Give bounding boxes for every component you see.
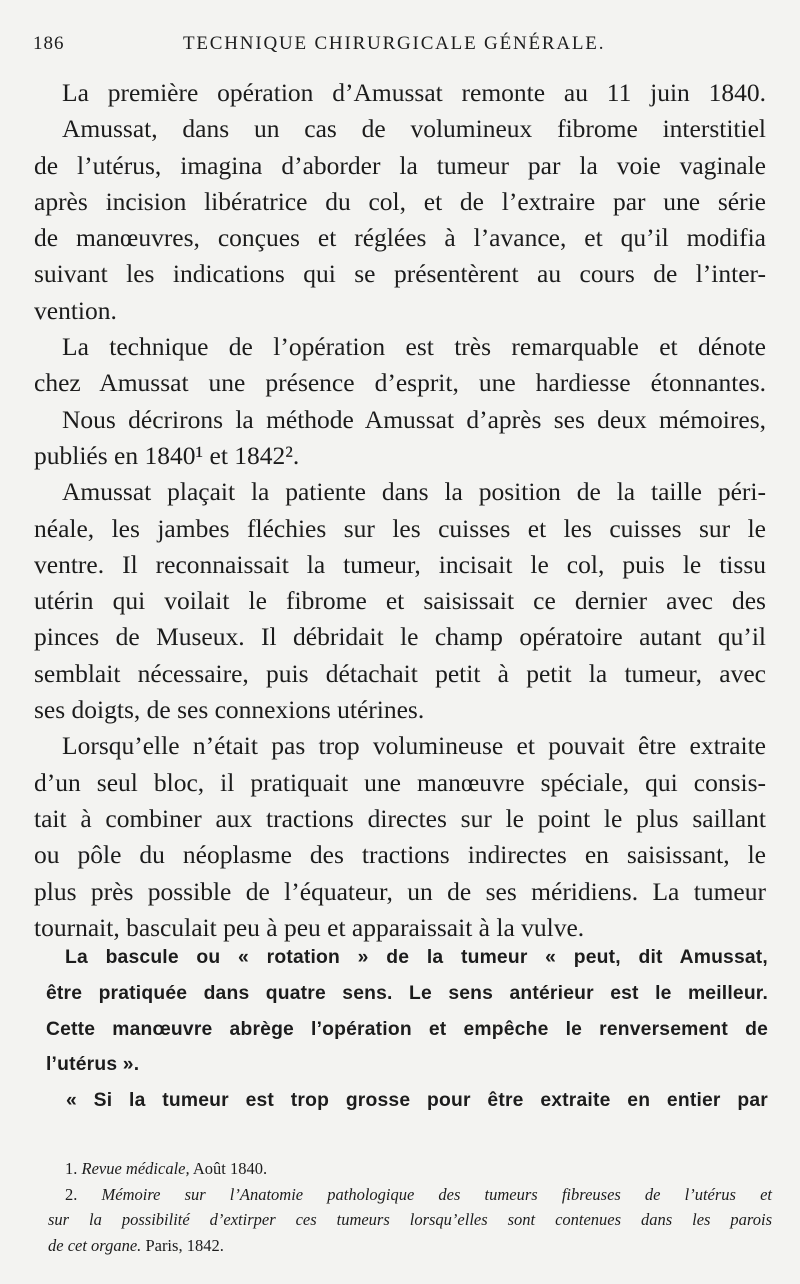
paragraph-line: néale, les jambes fléchies sur les cuisses et les cuisses sur le xyxy=(34,513,766,543)
footnote-number: 1. xyxy=(65,1159,78,1178)
footnote-1 xyxy=(48,1156,772,1182)
paragraph-line: après incision libératrice du col, et de l’extraire par une série xyxy=(34,186,766,216)
footnote-title: Mémoire sur l’Anatomie pathologique des tumeurs fibreuses de l’utérus et xyxy=(101,1184,772,1204)
quote-line: « Si la tumeur est trop grosse pour être extraite en entier par xyxy=(66,1090,768,1112)
quote-line: La bascule ou « rotation » de la tumeur « peut, dit Amussat, xyxy=(65,947,768,968)
paragraph-line: semblait nécessaire, puis détachait petit à petit la tumeur, avec xyxy=(34,658,766,688)
footnote-2-line xyxy=(48,1182,772,1208)
paragraph-line: chez Amussat une présence d’esprit, une hardiesse étonnantes. xyxy=(34,368,766,398)
paragraph-line: tournait, basculait peu à peu et apparaissait à la vulve. xyxy=(34,912,585,942)
footnotes xyxy=(48,1156,772,1258)
footnote-2-line xyxy=(48,1233,772,1259)
footnote-text: Paris, 1842. xyxy=(145,1235,224,1255)
paragraph-line: suivant les indications qui se présentèrent au cours de l’inter- xyxy=(34,259,766,289)
running-head xyxy=(33,33,766,63)
footnote-title: sur la possibilité d’extirper ces tumeurs lorsqu’elles sont contenues dans les parois xyxy=(48,1210,772,1229)
footnote-2-line xyxy=(48,1207,772,1233)
paragraph-line: pinces de Museux. Il débridait le champ opératoire autant qu’il xyxy=(34,622,766,652)
paragraph-line: Amussat plaçait la patiente dans la position de la taille péri- xyxy=(62,477,766,507)
paragraph-line: Lorsqu’elle n’était pas trop volumineuse et pouvait être extraite xyxy=(62,731,766,761)
running-title: TECHNIQUE CHIRURGICALE GÉNÉRALE. xyxy=(183,33,606,54)
paragraph-line: de manœuvres, conçues et réglées à l’avance, et qu’il modifia xyxy=(34,223,766,253)
quote-line: Cette manœuvre abrège l’opération et empêche le renversement de xyxy=(46,1018,768,1040)
footnote-title: Revue médicale, xyxy=(81,1159,190,1178)
paragraph-line: ses doigts, de ses connexions utérines. xyxy=(34,695,425,725)
page-number: 186 xyxy=(33,33,65,54)
footnote-number: 2. xyxy=(65,1184,78,1204)
paragraph-line: La première opération d’Amussat remonte au 11 juin 1840. xyxy=(62,78,766,107)
paragraph-line: de l’utérus, imagina d’aborder la tumeur par la voie vaginale xyxy=(34,150,766,180)
footnote-text: Août 1840. xyxy=(192,1159,268,1178)
footnote-title: de cet organe. xyxy=(48,1235,142,1255)
paragraph-line: d’un seul bloc, il pratiquait une manœuvre spéciale, qui consis- xyxy=(34,767,766,797)
paragraph-line: ventre. Il reconnaissait la tumeur, incisait le col, puis le tissu xyxy=(34,549,766,579)
paragraph-line: plus près possible de l’équateur, un de ses méridiens. La tumeur xyxy=(34,876,766,906)
quotation-block xyxy=(46,940,768,1119)
paragraph-line: Amussat, dans un cas de volumineux fibrome interstitiel xyxy=(62,114,766,144)
paragraph-line: publiés en 1840¹ et 1842². xyxy=(34,440,300,470)
paragraph-line: tait à combiner aux tractions directes sur le point le plus saillant xyxy=(34,803,766,833)
paragraph-line: Nous décrirons la méthode Amussat d’après ses deux mémoires, xyxy=(62,404,766,434)
quote-line: l’utérus ». xyxy=(46,1054,140,1076)
quote-line: être pratiquée dans quatre sens. Le sens antérieur est le meilleur. xyxy=(46,982,768,1004)
paragraph-line: utérin qui voilait le fibrome et saisissait ce dernier avec des xyxy=(34,586,766,616)
body-text xyxy=(34,75,766,946)
paragraph-line: La technique de l’opération est très remarquable et dénote xyxy=(62,332,766,362)
paragraph-line: vention. xyxy=(34,295,117,325)
paragraph-line: ou pôle du néoplasme des tractions indirectes en saisissant, le xyxy=(34,840,766,870)
